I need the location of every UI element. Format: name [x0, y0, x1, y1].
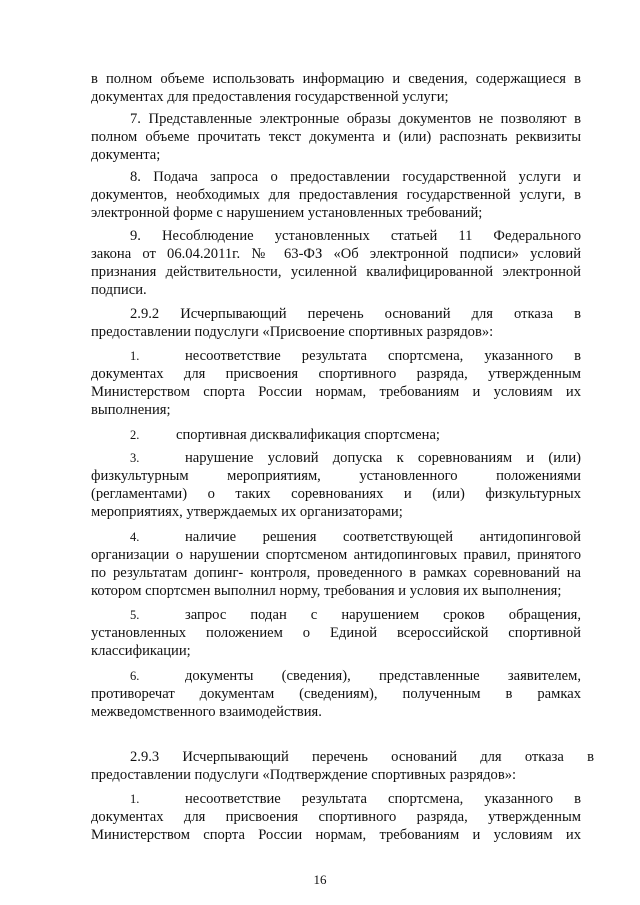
- text-line: установленных положением о Единой всероссийской спортивной: [91, 625, 581, 641]
- section-heading: 2.9.2 Исчерпывающий перечень оснований для отказа в: [130, 306, 581, 322]
- text-line: физкультурным мероприятиям, установленного положениями: [91, 468, 581, 484]
- text-line: мероприятиях, утверждаемых их организаторами;: [91, 504, 403, 520]
- text-line: электронной форме с нарушением установленных требований;: [91, 205, 483, 221]
- text-line: подписи.: [91, 282, 147, 298]
- text-line: организации о нарушении спортсменом антидопинговых правил, принятого: [91, 547, 581, 563]
- text-line: документах для присвоения спортивного разряда, утвержденным: [91, 809, 581, 825]
- text-line: несоответствие результата спортсмена, указанного в: [185, 348, 581, 364]
- text-line: документах для присвоения спортивного разряда, утвержденным: [91, 366, 581, 382]
- text-line: запрос подан с нарушением сроков обращения,: [185, 607, 581, 623]
- list-item-number: 3.: [130, 451, 140, 465]
- page-number: 16: [313, 872, 327, 887]
- text-line: закона от 06.04.2011г. № 63-ФЗ «Об электронной подписи» условий: [91, 246, 581, 262]
- text-line: выполнения;: [91, 402, 171, 418]
- text-line: 8. Подача запроса о предоставлении государственной услуги и: [130, 169, 581, 185]
- list-item-number: 4.: [130, 530, 140, 544]
- text-line: спортивная дисквалификация спортсмена;: [176, 427, 440, 443]
- text-line: полном объеме прочитать текст документа и (или) распознать реквизиты: [91, 129, 581, 145]
- text-line: 7. Представленные электронные образы документов не позволяют в: [130, 111, 581, 127]
- text-line: межведомственного взаимодействия.: [91, 704, 322, 720]
- text-line: нарушение условий допуска к соревнованиям и (или): [185, 450, 581, 466]
- text-line: документах для предоставления государственной услуги;: [91, 89, 449, 105]
- text-line: (регламентами) о таких соревнованиях и (или) физкультурных: [91, 486, 581, 502]
- text-line: документов, необходимых для предоставления государственной услуги, в: [91, 187, 581, 203]
- text-line: документа;: [91, 147, 161, 163]
- text-line: Министерством спорта России нормам, требованиям и условиям их: [91, 827, 581, 843]
- list-item-number: 5.: [130, 608, 140, 622]
- text-line: предоставлении подуслуги «Подтверждение спортивных разрядов»:: [91, 767, 517, 783]
- text-line: по результатам допинг- контроля, проведенного в рамках соревнований на: [91, 565, 581, 581]
- text-line: несоответствие результата спортсмена, указанного в: [185, 791, 581, 807]
- text-line: наличие решения соответствующей антидопинговой: [185, 529, 581, 545]
- list-item-number: 6.: [130, 669, 140, 683]
- list-item-number: 1.: [130, 792, 140, 806]
- text-line: предоставлении подуслуги «Присвоение спортивных разрядов»:: [91, 324, 494, 340]
- list-item-number: 2.: [130, 428, 140, 442]
- text-line: Министерством спорта России нормам, требованиям и условиям их: [91, 384, 581, 400]
- text-line: котором спортсмен выполнил норму, требования и условия их выполнения;: [91, 583, 562, 599]
- text-line: противоречат документам (сведениям), полученным в рамках: [91, 686, 581, 702]
- section-heading: 2.9.3 Исчерпывающий перечень оснований для отказа в: [130, 749, 594, 765]
- list-item-number: 1.: [130, 349, 140, 363]
- text-line: в полном объеме использовать информацию и сведения, содержащиеся в: [91, 71, 581, 87]
- text-line: классификации;: [91, 643, 191, 659]
- text-line: признания действительности, усиленной квалифицированной электронной: [91, 264, 581, 280]
- text-line: 9. Несоблюдение установленных статьей 11 Федерального: [130, 228, 581, 244]
- text-line: документы (сведения), представленные заявителем,: [185, 668, 581, 684]
